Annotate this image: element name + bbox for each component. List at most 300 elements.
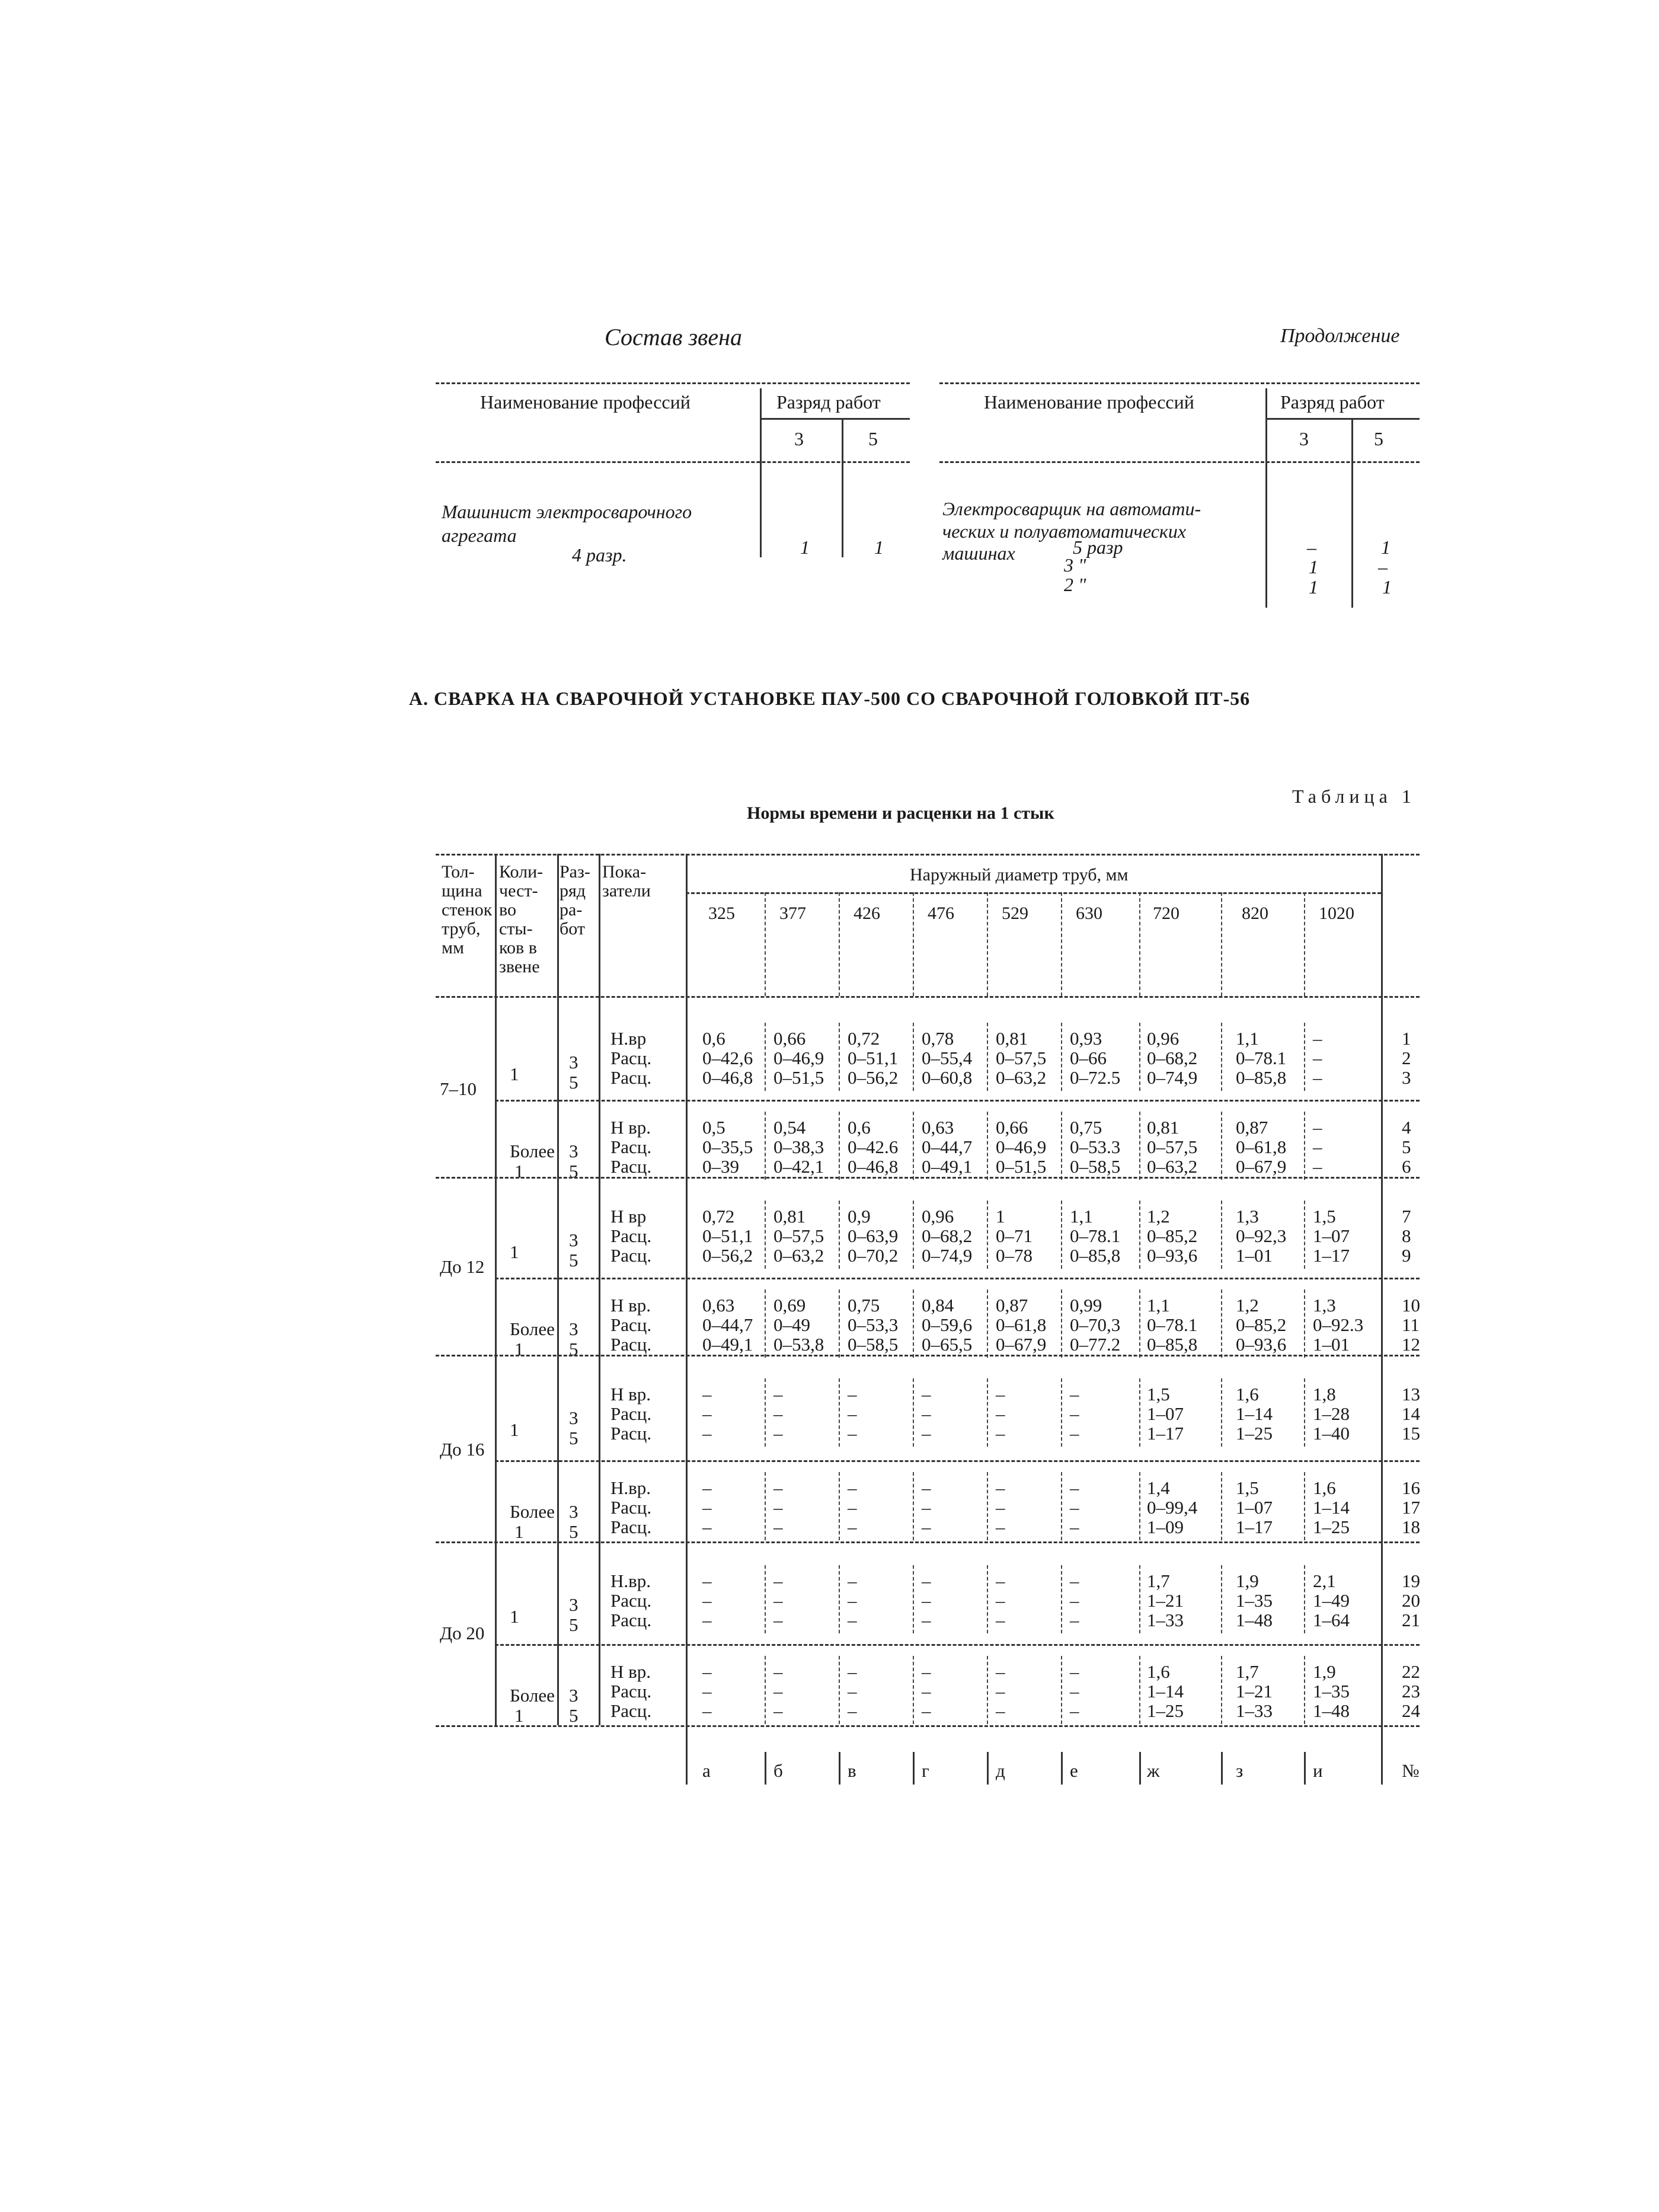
left-profession-line1: Машинист электросварочного	[442, 501, 692, 522]
count-cell: 1	[510, 1064, 519, 1084]
col-separator	[987, 1023, 988, 1091]
value-cell: –	[848, 1384, 857, 1405]
value-cell: 0,81	[1147, 1117, 1179, 1138]
column-letter: в	[848, 1760, 856, 1781]
value-cell: 1–35	[1236, 1590, 1273, 1611]
value-cell: 0–58,5	[848, 1334, 899, 1355]
col-separator	[1061, 1472, 1062, 1540]
value-cell: –	[1070, 1496, 1079, 1518]
letter-separator	[1304, 1752, 1306, 1785]
col-separator	[1221, 1472, 1222, 1540]
letter-separator	[686, 1752, 688, 1785]
value-cell: 0,96	[922, 1206, 954, 1227]
col-separator	[765, 1565, 766, 1633]
row-number: 4	[1402, 1117, 1411, 1138]
right-v5-1: –	[1378, 556, 1388, 577]
value-cell: –	[1070, 1680, 1079, 1702]
value-cell: –	[848, 1680, 857, 1702]
header-diameter-325: 325	[708, 904, 735, 923]
row-number: 3	[1402, 1067, 1411, 1088]
header-col-separator	[1139, 892, 1140, 996]
grade-cell: 3	[569, 1141, 578, 1161]
header-diameter-title: Наружный диаметр труб, мм	[910, 865, 1129, 885]
value-cell: –	[922, 1571, 931, 1591]
value-cell: 1,6	[1236, 1384, 1259, 1405]
row-number: 23	[1402, 1680, 1420, 1702]
indicator-label: Расц.	[610, 1700, 652, 1721]
value-cell: –	[996, 1477, 1005, 1498]
value-cell: 1,7	[1236, 1661, 1259, 1682]
value-cell: 0,81	[773, 1206, 806, 1227]
left-profession-grade: 4 разр.	[572, 544, 627, 566]
value-cell: 0–53.3	[1070, 1137, 1121, 1157]
grade-cell: 5	[569, 1250, 578, 1271]
right-v3-0: –	[1307, 537, 1316, 558]
indicator-label: Н вр.	[610, 1117, 651, 1138]
col-separator	[839, 1472, 840, 1540]
value-cell: –	[1313, 1117, 1322, 1138]
value-cell: 1,5	[1236, 1477, 1259, 1498]
block-divider	[495, 1460, 1420, 1462]
col-separator	[913, 1023, 914, 1091]
value-cell: –	[1313, 1137, 1322, 1157]
section-title: А. СВАРКА НА СВАРОЧНОЙ УСТАНОВКЕ ПАУ-500 СО СВАРОЧНОЙ ГОЛОВКОЙ ПТ-56	[408, 688, 1251, 709]
value-cell: 0–74,9	[1147, 1067, 1198, 1088]
value-cell: 1–17	[1313, 1245, 1350, 1266]
value-cell: 0–58,5	[1070, 1156, 1121, 1177]
value-cell: 1,6	[1147, 1661, 1170, 1682]
value-cell: 0–68,2	[922, 1225, 973, 1246]
left-profession-line2: агрегата	[442, 525, 517, 546]
value-cell: 0,66	[996, 1117, 1028, 1138]
right-profession-header: Наименование профессий	[984, 391, 1194, 413]
right-v5-0: 1	[1381, 537, 1391, 558]
value-cell: –	[848, 1516, 857, 1537]
value-cell: 1–40	[1313, 1423, 1350, 1444]
value-cell: 0–66	[1070, 1048, 1107, 1068]
header-col-separator	[839, 892, 840, 996]
value-cell: 1–25	[1236, 1423, 1273, 1444]
value-cell: –	[848, 1403, 857, 1424]
value-cell: –	[996, 1571, 1005, 1591]
indicator-label: Расц.	[610, 1334, 652, 1355]
value-cell: –	[848, 1590, 857, 1611]
col-separator	[1304, 1289, 1305, 1358]
indicator-label: Расц.	[610, 1067, 652, 1088]
indicator-label: Расц.	[610, 1423, 652, 1444]
col-separator	[1221, 1112, 1222, 1180]
letter-separator	[1381, 1752, 1383, 1785]
row-number: 12	[1402, 1334, 1420, 1355]
value-cell: –	[773, 1680, 783, 1702]
value-cell: 1–49	[1313, 1590, 1350, 1611]
left-value-5: 1	[874, 537, 884, 558]
value-cell: –	[922, 1661, 931, 1682]
value-cell: 1,9	[1313, 1661, 1336, 1682]
value-cell: 0–63,2	[996, 1067, 1047, 1088]
value-cell: 0–93,6	[1147, 1245, 1198, 1266]
value-cell: 0–65,5	[922, 1334, 973, 1355]
block-divider	[495, 1278, 1420, 1279]
value-cell: 0,78	[922, 1028, 954, 1049]
right-grade-3: 3	[1299, 428, 1309, 449]
value-cell: 0–51,5	[996, 1156, 1047, 1177]
value-cell: 0–51,1	[848, 1048, 899, 1068]
value-cell: –	[922, 1516, 931, 1537]
right-v3-1: 1	[1309, 556, 1318, 577]
column-letter: б	[773, 1760, 783, 1781]
col-separator	[1304, 1472, 1305, 1540]
col-separator	[1304, 1023, 1305, 1091]
col-separator	[839, 1023, 840, 1091]
value-cell: 0–72.5	[1070, 1067, 1121, 1088]
value-cell: 1	[996, 1206, 1005, 1227]
value-cell: –	[848, 1477, 857, 1498]
col-separator	[765, 1023, 766, 1091]
value-cell: 0–77.2	[1070, 1334, 1121, 1355]
col-separator	[1304, 1112, 1305, 1180]
row-number: 21	[1402, 1610, 1420, 1630]
value-cell: 0–57,5	[996, 1048, 1047, 1068]
value-cell: 0–78	[996, 1245, 1033, 1266]
header-thickness: Тол- щина стенок труб, мм	[442, 862, 493, 957]
col-separator	[1304, 1565, 1305, 1633]
value-cell: –	[702, 1590, 712, 1611]
col-separator	[1304, 1656, 1305, 1724]
header-col-separator	[1221, 892, 1222, 996]
value-cell: 0–49,1	[922, 1156, 973, 1177]
col-separator	[1139, 1472, 1140, 1540]
col-separator	[1304, 1378, 1305, 1447]
value-cell: 1–21	[1236, 1680, 1273, 1702]
row-number: 10	[1402, 1295, 1420, 1316]
value-cell: –	[702, 1384, 712, 1405]
value-cell: 0,93	[1070, 1028, 1102, 1049]
count-cell-cont: 1	[514, 1161, 524, 1182]
indicator-label: Н вр.	[610, 1295, 651, 1316]
value-cell: –	[702, 1477, 712, 1498]
value-cell: –	[1070, 1700, 1079, 1721]
value-cell: –	[922, 1610, 931, 1630]
right-sub-grade-3: 3 "	[1064, 554, 1086, 576]
col-separator	[1061, 1378, 1062, 1447]
indicator-label: Расц.	[610, 1590, 652, 1611]
indicator-label: Расц.	[610, 1314, 652, 1335]
value-cell: 0–60,8	[922, 1067, 973, 1088]
value-cell: –	[773, 1571, 783, 1591]
thickness-3: До 16	[440, 1438, 485, 1460]
count-cell-cont: 1	[514, 1339, 524, 1359]
row-number: 16	[1402, 1477, 1420, 1498]
column-letter: д	[996, 1760, 1005, 1781]
value-cell: 0,69	[773, 1295, 806, 1316]
value-cell: 1,1	[1147, 1295, 1170, 1316]
value-cell: 1,6	[1313, 1477, 1336, 1498]
value-cell: 1,1	[1070, 1206, 1093, 1227]
value-cell: 0–92,3	[1236, 1225, 1287, 1246]
header-col-separator	[913, 892, 914, 996]
composition-heading: Состав звена	[605, 324, 743, 350]
value-cell: 0–67,9	[1236, 1156, 1287, 1177]
value-cell: –	[1313, 1048, 1322, 1068]
value-cell: 0–46,9	[996, 1137, 1047, 1157]
value-cell: 1–28	[1313, 1403, 1350, 1424]
col-separator	[1061, 1565, 1062, 1633]
grade-cell: 3	[569, 1319, 578, 1339]
indicator-label: Расц.	[610, 1496, 652, 1518]
letter-separator	[1061, 1752, 1063, 1785]
value-cell: 0–70,3	[1070, 1314, 1121, 1335]
value-cell: –	[773, 1423, 783, 1444]
value-cell: 0–42.6	[848, 1137, 899, 1157]
value-cell: 0–55,4	[922, 1048, 973, 1068]
col-separator	[1061, 1289, 1062, 1358]
value-cell: –	[773, 1516, 783, 1537]
col-separator	[913, 1289, 914, 1358]
thickness-4: До 20	[440, 1622, 485, 1643]
value-cell: 0–42,6	[702, 1048, 753, 1068]
header-diameter-1020: 1020	[1319, 904, 1354, 923]
col-separator	[765, 1472, 766, 1540]
value-cell: –	[702, 1610, 712, 1630]
value-cell: 0–56,2	[848, 1067, 899, 1088]
value-cell: 1,3	[1313, 1295, 1336, 1316]
column-letter: г	[922, 1760, 929, 1781]
grade-cell: 5	[569, 1428, 578, 1448]
value-cell: 1,2	[1236, 1295, 1259, 1316]
col-separator	[913, 1656, 914, 1724]
indicator-label: Расц.	[610, 1156, 652, 1177]
right-grade-5: 5	[1374, 428, 1383, 449]
col-separator	[913, 1565, 914, 1633]
value-cell: 0,75	[848, 1295, 880, 1316]
value-cell: –	[773, 1661, 783, 1682]
value-cell: –	[996, 1610, 1005, 1630]
value-cell: 0,75	[1070, 1117, 1102, 1138]
value-cell: –	[1313, 1028, 1322, 1049]
col-separator	[1061, 1201, 1062, 1269]
value-cell: 0–39	[702, 1156, 739, 1177]
value-cell: 0–78.1	[1236, 1048, 1287, 1068]
value-cell: 0–46,8	[848, 1156, 899, 1177]
value-cell: –	[1070, 1571, 1079, 1591]
value-cell: 0,87	[1236, 1117, 1268, 1138]
count-cell: Более	[510, 1319, 555, 1339]
right-sub-grade-5: 5 разр	[1073, 537, 1123, 558]
value-cell: 1–33	[1236, 1700, 1273, 1721]
value-cell: 0,66	[773, 1028, 806, 1049]
col-separator	[987, 1201, 988, 1269]
indicator-label: Расц.	[610, 1610, 652, 1630]
col-separator	[839, 1289, 840, 1358]
value-cell: –	[996, 1423, 1005, 1444]
header-col-separator	[765, 892, 766, 996]
value-cell: 1–48	[1313, 1700, 1350, 1721]
value-cell: 1–14	[1147, 1680, 1184, 1702]
col-separator	[1139, 1112, 1140, 1180]
column-letter: а	[702, 1760, 711, 1781]
value-cell: 1–33	[1147, 1610, 1184, 1630]
value-cell: –	[922, 1680, 931, 1702]
value-cell: –	[702, 1403, 712, 1424]
value-cell: –	[702, 1423, 712, 1444]
thickness-1: 7–10	[440, 1078, 477, 1099]
value-cell: 0–49,1	[702, 1334, 753, 1355]
value-cell: –	[996, 1496, 1005, 1518]
value-cell: –	[848, 1423, 857, 1444]
value-cell: –	[1313, 1156, 1322, 1177]
value-cell: 1,8	[1313, 1384, 1336, 1405]
row-number: 13	[1402, 1384, 1420, 1405]
value-cell: –	[922, 1590, 931, 1611]
value-cell: 0–46,9	[773, 1048, 824, 1068]
value-cell: –	[996, 1384, 1005, 1405]
value-cell: –	[773, 1477, 783, 1498]
col-separator	[1139, 1201, 1140, 1269]
group-divider	[436, 1541, 1420, 1543]
value-cell: –	[702, 1516, 712, 1537]
value-cell: –	[848, 1496, 857, 1518]
value-cell: 0–57,5	[773, 1225, 824, 1246]
column-letter: е	[1070, 1760, 1078, 1781]
count-cell: 1	[510, 1241, 519, 1262]
indicator-label: Н вр.	[610, 1384, 651, 1405]
value-cell: –	[1070, 1590, 1079, 1611]
col-separator	[765, 1378, 766, 1447]
value-cell: –	[1070, 1661, 1079, 1682]
left-grade-5: 5	[868, 428, 878, 449]
col-separator	[913, 1201, 914, 1269]
right-profession-line2: ческих и полуавтоматических	[942, 521, 1187, 542]
value-cell: 0–99,4	[1147, 1496, 1198, 1518]
indicator-label: Расц.	[610, 1403, 652, 1424]
letter-separator	[765, 1752, 766, 1785]
col-separator	[765, 1656, 766, 1724]
value-cell: 1–35	[1313, 1680, 1350, 1702]
header-diameter-820: 820	[1242, 904, 1268, 923]
value-cell: –	[702, 1571, 712, 1591]
value-cell: 0–56,2	[702, 1245, 753, 1266]
grade-cell: 5	[569, 1339, 578, 1359]
value-cell: 0,84	[922, 1295, 954, 1316]
value-cell: –	[1070, 1477, 1079, 1498]
count-cell: 1	[510, 1606, 519, 1627]
row-number: 9	[1402, 1245, 1411, 1266]
indicator-label: Расц.	[610, 1245, 652, 1266]
value-cell: –	[702, 1700, 712, 1721]
col-separator	[1061, 1023, 1062, 1091]
value-cell: –	[996, 1661, 1005, 1682]
value-cell: 0–59,6	[922, 1314, 973, 1335]
count-cell: Более	[510, 1684, 555, 1706]
value-cell: –	[773, 1610, 783, 1630]
value-cell: –	[922, 1477, 931, 1498]
value-cell: –	[773, 1496, 783, 1518]
header-diameter-426: 426	[854, 904, 880, 923]
value-cell: 1,4	[1147, 1477, 1170, 1498]
value-cell: –	[922, 1700, 931, 1721]
col-separator	[1221, 1656, 1222, 1724]
row-number: 6	[1402, 1156, 1411, 1177]
value-cell: 0–51,1	[702, 1225, 753, 1246]
value-cell: 0–57,5	[1147, 1137, 1198, 1157]
count-cell: Более	[510, 1141, 555, 1161]
value-cell: 0–70,2	[848, 1245, 899, 1266]
header-diameter-377: 377	[779, 904, 806, 923]
value-cell: –	[1070, 1423, 1079, 1444]
value-cell: 0–92.3	[1313, 1314, 1364, 1335]
indicator-label: Расц.	[610, 1516, 652, 1537]
value-cell: 0–85,8	[1070, 1245, 1121, 1266]
value-cell: 1–01	[1313, 1334, 1350, 1355]
value-cell: 0–93,6	[1236, 1334, 1287, 1355]
value-cell: 0,6	[702, 1028, 725, 1049]
thickness-2: До 12	[440, 1256, 485, 1277]
value-cell: –	[922, 1403, 931, 1424]
grade-cell: 3	[569, 1501, 578, 1522]
value-cell: –	[996, 1403, 1005, 1424]
column-letter: ж	[1147, 1760, 1160, 1781]
value-cell: 1–14	[1236, 1403, 1273, 1424]
value-cell: 1–64	[1313, 1610, 1350, 1630]
value-cell: 0–63,9	[848, 1225, 899, 1246]
indicator-label: Н вр.	[610, 1661, 651, 1682]
header-diameter-529: 529	[1002, 904, 1028, 923]
column-letter: и	[1313, 1760, 1323, 1781]
indicator-label: Расц.	[610, 1048, 652, 1068]
grade-cell: 3	[569, 1052, 578, 1073]
value-cell: –	[922, 1384, 931, 1405]
col-separator	[1061, 1112, 1062, 1180]
header-diameter-630: 630	[1076, 904, 1102, 923]
col-separator	[1139, 1656, 1140, 1724]
value-cell: 1–17	[1236, 1516, 1273, 1537]
col-separator	[913, 1112, 914, 1180]
value-cell: –	[996, 1590, 1005, 1611]
grade-cell: 5	[569, 1705, 578, 1726]
col-separator	[1061, 1656, 1062, 1724]
value-cell: 0,72	[702, 1206, 735, 1227]
value-cell: 0–51,5	[773, 1067, 824, 1088]
value-cell: –	[922, 1496, 931, 1518]
col-separator	[1221, 1378, 1222, 1447]
value-cell: 0–44,7	[702, 1314, 753, 1335]
value-cell: –	[702, 1661, 712, 1682]
grade-cell: 3	[569, 1594, 578, 1615]
row-number: 24	[1402, 1700, 1420, 1721]
left-grade-header: Разряд работ	[776, 391, 881, 413]
right-profession-line1: Электросварщик на автомати-	[942, 498, 1201, 519]
indicator-label: Н.вр.	[610, 1571, 651, 1591]
row-number: 11	[1402, 1314, 1420, 1335]
value-cell: 0–78.1	[1147, 1314, 1198, 1335]
value-cell: 0–46,8	[702, 1067, 753, 1088]
grade-cell: 3	[569, 1684, 578, 1706]
row-number: 18	[1402, 1516, 1420, 1537]
value-cell: 0,99	[1070, 1295, 1102, 1316]
value-cell: 0,63	[922, 1117, 954, 1138]
value-cell: –	[848, 1571, 857, 1591]
row-number: 7	[1402, 1206, 1411, 1227]
value-cell: 1–07	[1147, 1403, 1184, 1424]
column-letter: №	[1402, 1760, 1420, 1781]
count-cell-cont: 1	[514, 1705, 524, 1726]
value-cell: –	[1070, 1384, 1079, 1405]
col-separator	[839, 1378, 840, 1447]
value-cell: 1–01	[1236, 1245, 1273, 1266]
col-separator	[1221, 1201, 1222, 1269]
col-separator	[1221, 1289, 1222, 1358]
